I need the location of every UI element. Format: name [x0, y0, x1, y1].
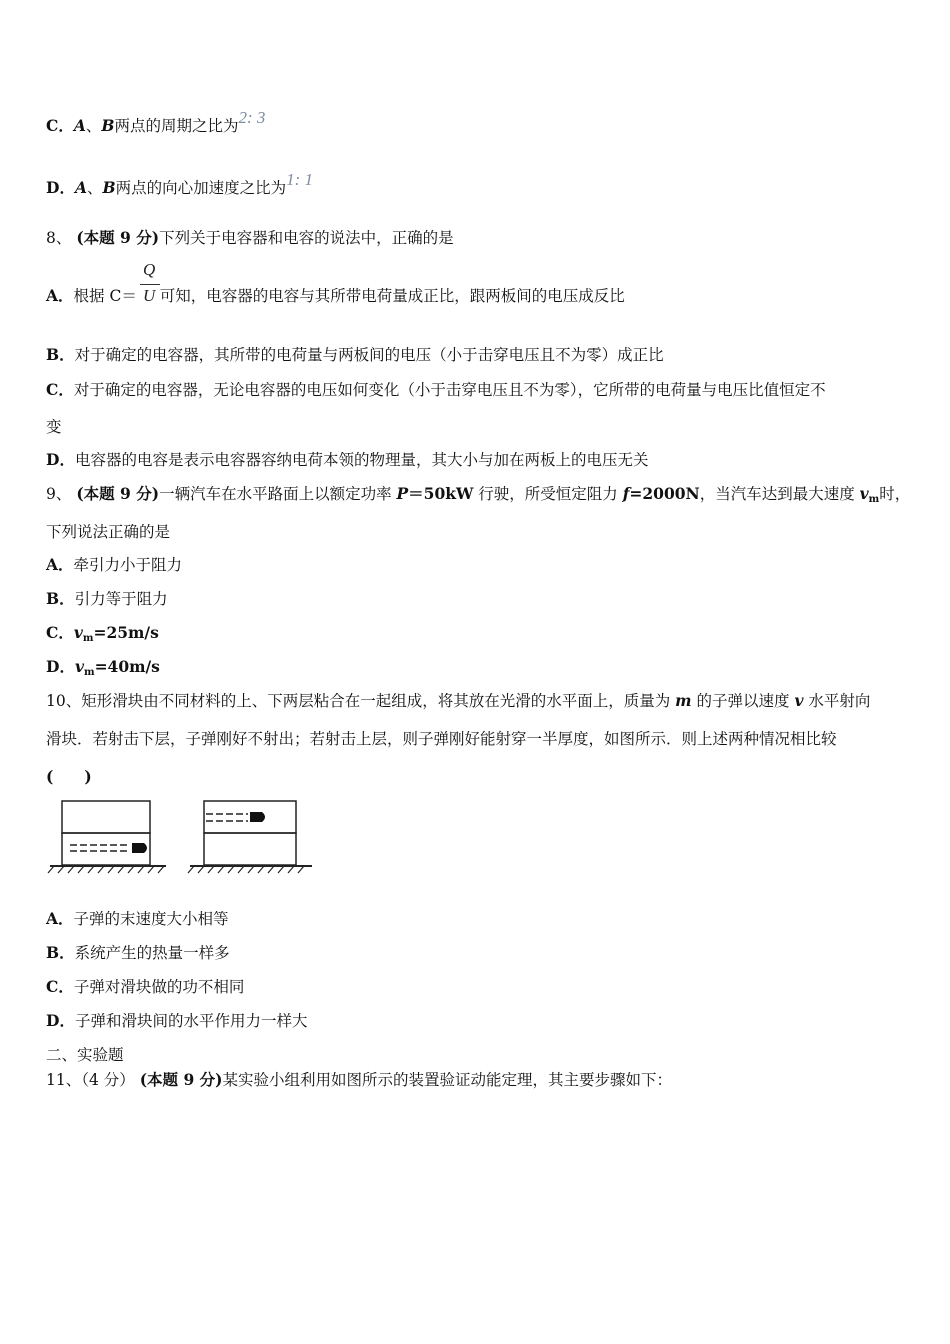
- block-upper-layer: [62, 801, 150, 833]
- symbol-p: P: [396, 484, 409, 503]
- symbol-m: m: [675, 691, 692, 710]
- symbol-v: v: [859, 484, 869, 503]
- q9-stem-part: ，当汽车达到最大速度: [699, 485, 860, 503]
- q8-stem-text: 下列关于电容器和电容的说法中，正确的是: [159, 229, 454, 247]
- q9-tag: (本题 9 分): [76, 484, 160, 503]
- q8-option-d-label: D．: [46, 450, 75, 469]
- q8-option-c: [46, 380, 826, 400]
- q8-option-a: [46, 286, 625, 306]
- q10-option-a-label: A．: [46, 909, 74, 928]
- q10-option-d: [46, 1011, 307, 1031]
- ratio-image: 1: 1: [286, 170, 314, 189]
- q9-stem: [46, 484, 910, 510]
- q10-answer-blank: ( ): [46, 767, 92, 786]
- q9-option-b-label: B．: [46, 589, 75, 608]
- subscript-m: m: [868, 494, 880, 505]
- q8-stem: [46, 228, 454, 248]
- q11-tag: (本题 9 分): [139, 1070, 223, 1089]
- q9-number: 9、: [46, 485, 72, 503]
- q10-option-b: [46, 943, 230, 963]
- q9-option-b: [46, 589, 168, 609]
- ratio-image: 2: 3: [238, 108, 266, 127]
- bullet-block-diagram: [44, 794, 316, 878]
- q10-option-d-label: D．: [46, 1011, 75, 1030]
- bullet-icon: [132, 843, 147, 853]
- section-title: 二、实验题: [46, 1046, 124, 1064]
- separator: 、: [85, 117, 102, 135]
- q10-option-b-label: B．: [46, 943, 75, 962]
- q7-option-c-label: C．: [46, 116, 74, 135]
- q9-option-d-label: D．: [46, 657, 75, 676]
- q8-option-a-pre: 根据 C＝: [73, 287, 137, 305]
- subscript-m: m: [82, 633, 94, 644]
- point-a: A: [74, 178, 87, 197]
- subscript-m: m: [83, 667, 95, 678]
- q9-option-a-label: A．: [46, 555, 74, 574]
- power-value: ＝50kW: [408, 484, 474, 503]
- point-b: B: [102, 178, 116, 197]
- q9-option-c-label: C．: [46, 623, 74, 642]
- q10-option-b-text: 系统产生的热量一样多: [74, 944, 230, 962]
- point-b: B: [101, 116, 115, 135]
- q10-stem-part: 矩形滑块由不同材料的上、下两层粘合在一起组成，将其放在光滑的水平面上，质量为: [81, 692, 676, 710]
- symbol-f: f: [622, 484, 630, 503]
- q11-stem-text: 某实验小组利用如图所示的装置验证动能定理，其主要步骤如下：: [222, 1071, 672, 1089]
- q9-stem-part: 一辆汽车在水平路面上以额定功率: [159, 485, 397, 503]
- q9-option-d: [46, 657, 160, 683]
- q10-stem-part: 的子弹以速度: [691, 692, 795, 710]
- ground-hatching: [48, 866, 164, 873]
- q10-option-d-text: 子弹和滑块间的水平作用力一样大: [74, 1012, 308, 1030]
- q11-stem: [46, 1070, 672, 1090]
- symbol-v: v: [74, 657, 84, 676]
- diagram-left: [48, 801, 166, 873]
- q9-stem-cont: 下列说法正确的是: [46, 523, 171, 541]
- q8-tag: (本题 9 分): [76, 228, 160, 247]
- q9-stem-part: 时，: [879, 485, 911, 503]
- q8-option-b: [46, 345, 664, 365]
- q8-number: 8、: [46, 229, 72, 247]
- q9-option-c: [46, 623, 159, 649]
- q8-option-c-text: 对于确定的电容器，无论电容器的电压如何变化（小于击穿电压且不为零），它所带的电荷量与电压比值恒定不: [73, 381, 826, 399]
- symbol-v: v: [794, 691, 804, 710]
- q8-option-d-text: 电容器的电容是表示电容器容纳电荷本领的物理量，其大小与加在两板上的电压无关: [74, 451, 649, 469]
- q10-option-c-label: C．: [46, 977, 74, 996]
- q9-option-b-text: 引力等于阻力: [74, 590, 168, 608]
- q9-option-a: [46, 555, 182, 575]
- q11-number: 11、: [46, 1071, 82, 1089]
- q10-number: 10、: [46, 692, 82, 710]
- fraction-bar: [140, 284, 160, 285]
- q7-option-d-label: D．: [46, 178, 75, 197]
- separator: 、: [86, 179, 103, 197]
- q11-score: （4 分）: [81, 1071, 135, 1089]
- q10-stem: [46, 691, 870, 711]
- q8-option-a-text: 可知，电容器的电容与其所带电荷量成正比，跟两板间的电压成反比: [154, 287, 625, 305]
- fraction-numerator: Q: [143, 260, 156, 279]
- fraction-denominator: U: [143, 286, 156, 305]
- q7-option-c: [46, 108, 266, 136]
- q8-option-c-cont: 变: [46, 418, 62, 436]
- q7-option-d-text: 两点的向心加速度之比为: [115, 179, 287, 197]
- q8-option-b-label: B．: [46, 345, 75, 364]
- ground-hatching: [188, 866, 304, 873]
- q9-option-c-text: =25m/s: [93, 623, 159, 642]
- q10-option-c-text: 子弹对滑块做的功不相同: [73, 978, 245, 996]
- q7-option-d: [46, 170, 314, 198]
- q7-option-c-text: 两点的周期之比为: [114, 117, 239, 135]
- q8-option-d: [46, 450, 648, 470]
- diagram-right: [188, 801, 312, 873]
- q9-stem-part: 行驶，所受恒定阻力: [473, 485, 623, 503]
- symbol-v: v: [73, 623, 83, 642]
- q8-option-c-label: C．: [46, 380, 74, 399]
- block-lower-layer: [204, 833, 296, 865]
- bullet-icon: [250, 812, 265, 822]
- q9-option-a-text: 牵引力小于阻力: [73, 556, 183, 574]
- q10-option-a-text: 子弹的末速度大小相等: [73, 910, 229, 928]
- q10-option-a: [46, 909, 229, 929]
- q9-option-d-text: =40m/s: [94, 657, 160, 676]
- q10-stem-cont: 滑块．若射击下层，子弹刚好不射出；若射击上层，则子弹刚好能射穿一半厚度，如图所示．则上述两种情况相比较: [46, 730, 837, 748]
- q8-option-b-text: 对于确定的电容器，其所带的电荷量与两板间的电压（小于击穿电压且不为零）成正比: [74, 346, 664, 364]
- force-value: =2000N: [629, 484, 700, 503]
- q10-stem-part: 水平射向: [803, 692, 871, 710]
- q8-option-a-label: A．: [46, 286, 74, 305]
- q10-option-c: [46, 977, 244, 997]
- point-a: A: [73, 116, 86, 135]
